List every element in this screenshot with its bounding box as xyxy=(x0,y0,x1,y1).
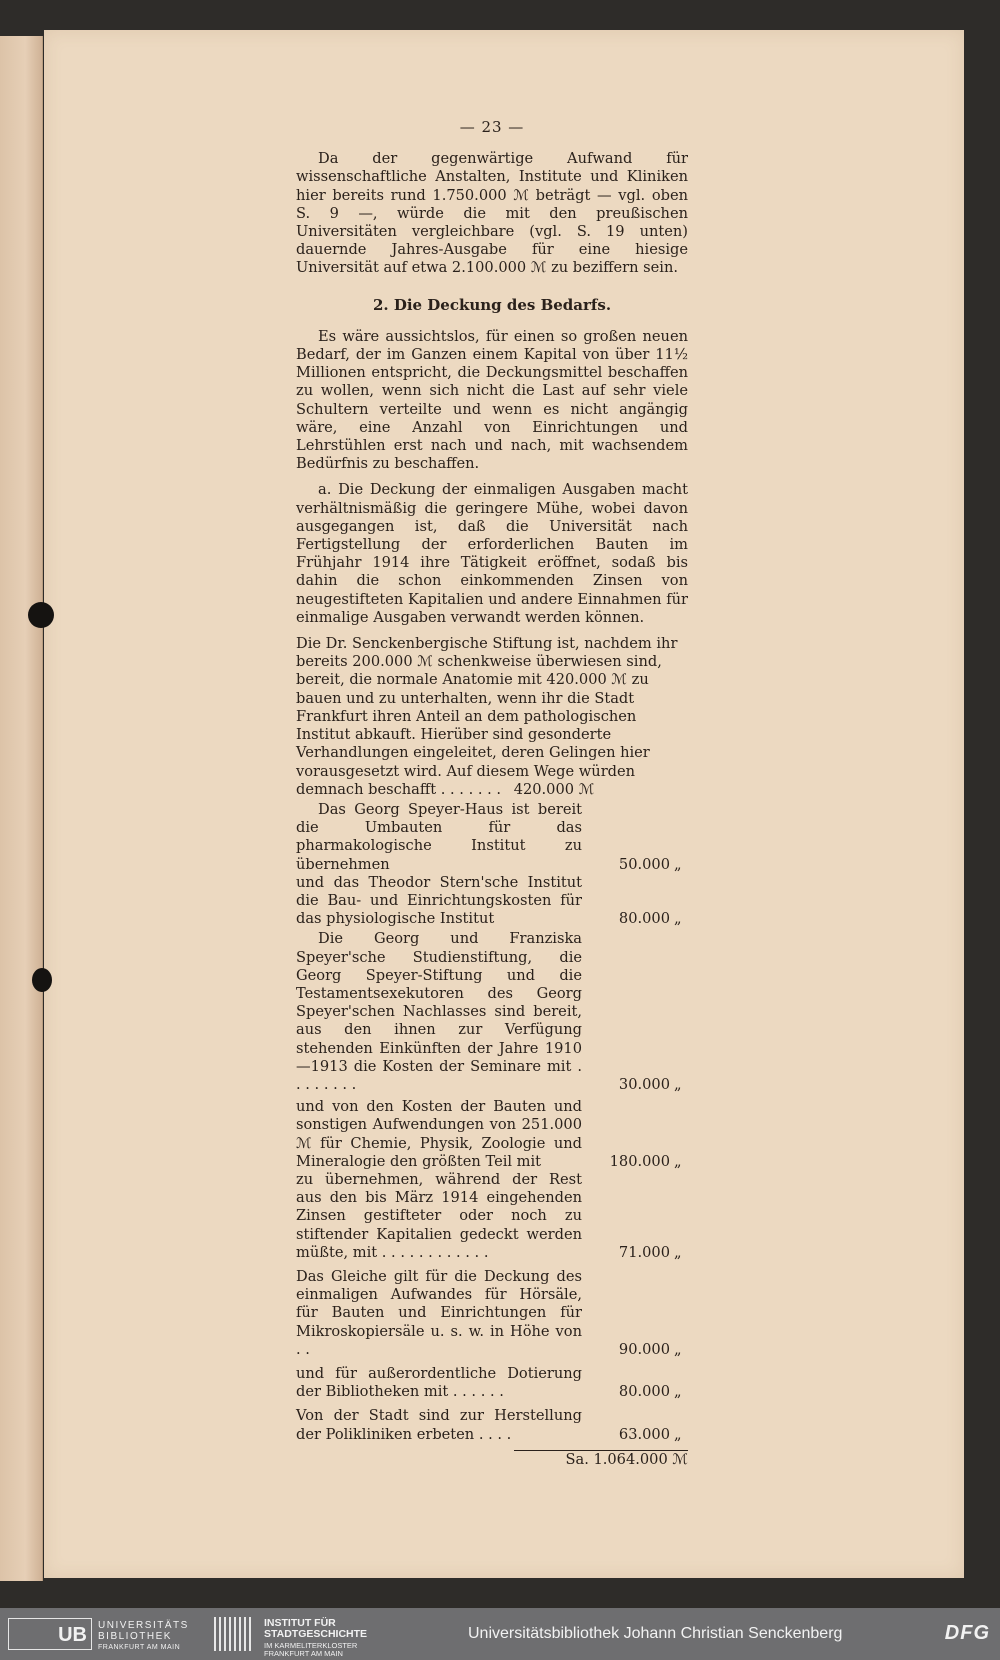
funding-item-text: Von der Stadt sind zur Herstellung der Polikliniken erbeten . . . . xyxy=(296,1407,582,1443)
funding-item-text: Die Georg und Franziska Speyer'sche Studienstiftung, die Georg Speyer-Stiftung und die Testamentsexekutoren des Georg Speyer'schen Nachlasses sind bereit, aus den ihnen zur Verfügung stehenden Einkünften der Jahre 1910—1913 die Kosten der Seminare mit . . . . . . . . xyxy=(296,930,582,1093)
paragraph-3: a. Die Deckung der einmaligen Ausgaben macht verhältnismäßig die geringere Mühe, wobei davon ausgegangen ist, daß die Universität nach Fertigstellung der erforderlichen Bauten im Frühjahr 1914 ihre Tätigkeit eröffnet, sodaß bis dahin die schon einkommenden Zinsen von neugestifteten Kapitalien und andere Einnahmen für einmalige Ausgaben verwandt werden können. xyxy=(296,481,688,626)
funding-item-unit: „ xyxy=(674,855,682,873)
isg-line: FRANKFURT AM MAIN xyxy=(264,1649,343,1658)
funding-item-unit: „ xyxy=(674,1075,682,1093)
funding-item-text: und für außerordentliche Dotierung der Bibliotheken mit . . . . . . xyxy=(296,1365,582,1401)
ub-logo[interactable]: UB xyxy=(8,1618,92,1650)
funding-item-text: Das Georg Speyer-Haus ist bereit die Umbauten für das pharmakologische Institut zu übernehmen xyxy=(296,800,582,873)
left-page-edge xyxy=(0,36,43,1581)
funding-item xyxy=(296,1268,688,1359)
paragraph-1: Da der gegenwärtige Aufwand für wissenschaftliche Anstalten, Institute und Kliniken hier bereits rund 1.750.000 ℳ beträgt — vgl. oben S. 9 —, würde die mit den preußischen Universitäten vergleichbare (vgl. S. 19 unten) dauernde Jahres-Ausgabe für eine hiesige Universität auf etwa 2.100.000 ℳ zu beziffern sein. xyxy=(296,150,688,277)
funding-item-text: und das Theodor Stern'sche Institut die Bau- und Einrichtungskosten für das physiologische Institut xyxy=(296,873,582,928)
footer-bar xyxy=(0,1608,1000,1660)
funding-item xyxy=(296,801,688,874)
funding-item-amount: 420.000 xyxy=(513,780,575,798)
funding-item xyxy=(296,1171,688,1262)
ub-line: BIBLIOTHEK xyxy=(98,1631,172,1642)
funding-item xyxy=(296,1365,688,1401)
funding-item-amount: 30.000 xyxy=(618,1075,670,1093)
isg-logo-icon[interactable] xyxy=(214,1617,254,1651)
funding-item-text: Das Gleiche gilt für die Deckung des einmaligen Aufwandes für Hörsäle, für Bauten und Einrichtungen für Mikroskopiersäle u. s. w. in Höhe von . . xyxy=(296,1267,582,1358)
sum-total: Sa. 1.064.000 ℳ xyxy=(565,1450,688,1468)
punch-hole xyxy=(28,602,54,628)
isg-line: STADTGESCHICHTE xyxy=(264,1628,368,1640)
isg-line: IM KARMELITERKLOSTER xyxy=(264,1641,358,1650)
funding-item xyxy=(296,635,688,799)
funding-item-text: zu übernehmen, während der Rest aus den bis März 1914 eingehenden Zinsen gestifteter oder noch zu stiftender Kapitalien gedeckt werden müßte, mit . . . . . . . . . . . . xyxy=(296,1170,582,1261)
funding-item-text: Die Dr. Senckenbergische Stiftung ist, nachdem ihr bereits 200.000 ℳ schenkweise überwiesen sind, bereit, die normale Anatomie mit 420.000 ℳ zu bauen und zu unterhalten, wenn ihr die Stadt Frankfurt ihren Anteil an dem pathologischen Institut abkauft. Hierüber sind gesonderte Verhandlungen eingeleitet, deren Gelingen hier vorausgesetzt wird. Auf diesem Wege würden demnach beschafft . . . . . . . xyxy=(296,635,678,798)
funding-item-unit: „ xyxy=(674,1425,682,1443)
ub-line: FRANKFURT AM MAIN xyxy=(98,1644,181,1651)
page-content xyxy=(296,118,688,1469)
section-heading: 2. Die Deckung des Bedarfs. xyxy=(372,295,612,314)
funding-item-amount: 71.000 xyxy=(618,1243,670,1261)
funding-item-unit: „ xyxy=(674,1383,682,1401)
ub-line: UNIVERSITÄTS xyxy=(98,1620,189,1631)
isg-subtitle xyxy=(264,1642,357,1658)
ub-name xyxy=(98,1620,189,1653)
funding-item-unit: „ xyxy=(674,1243,682,1261)
funding-item-amount: 80.000 xyxy=(618,1383,670,1401)
funding-item xyxy=(296,930,688,1094)
punch-hole xyxy=(32,968,52,992)
paragraph-2: Es wäre aussichtslos, für einen so großen neuen Bedarf, der im Ganzen einem Kapital von über 11½ Millionen entspricht, die Deckungsmittel beschaffen zu wollen, wenn sich nicht die Last auf sehr viele Schultern verteilte und wenn es nicht angängig wäre, eine Anzahl von Einrichtungen und Lehrstühlen erst nach und nach, mit wachsendem Bedürfnis zu beschaffen. xyxy=(296,327,688,473)
isg-line: INSTITUT FÜR xyxy=(264,1617,336,1629)
funding-item-unit: „ xyxy=(674,1152,682,1170)
funding-item xyxy=(296,1407,688,1443)
dfg-logo[interactable]: DFG xyxy=(944,1622,990,1644)
funding-item xyxy=(296,1098,688,1171)
funding-item-unit: ℳ xyxy=(578,780,595,798)
funding-item-amount: 63.000 xyxy=(618,1425,670,1443)
page-number: — 23 — xyxy=(459,118,525,136)
funding-item-amount: 90.000 xyxy=(618,1340,670,1358)
funding-item-unit: „ xyxy=(674,910,682,928)
funding-item-text: und von den Kosten der Bauten und sonstigen Aufwendungen von 251.000 ℳ für Chemie, Physik, Zoologie und Mineralogie den größten Teil mit xyxy=(296,1098,582,1170)
funding-item xyxy=(296,874,688,929)
library-name[interactable]: Universitätsbibliothek Johann Christian Senckenberg xyxy=(468,1625,843,1642)
funding-item-unit: „ xyxy=(674,1340,682,1358)
funding-item-amount: 80.000 xyxy=(618,910,670,928)
funding-item-amount: 50.000 xyxy=(618,855,670,873)
funding-item-amount: 180.000 xyxy=(609,1152,670,1170)
isg-name xyxy=(264,1618,367,1640)
